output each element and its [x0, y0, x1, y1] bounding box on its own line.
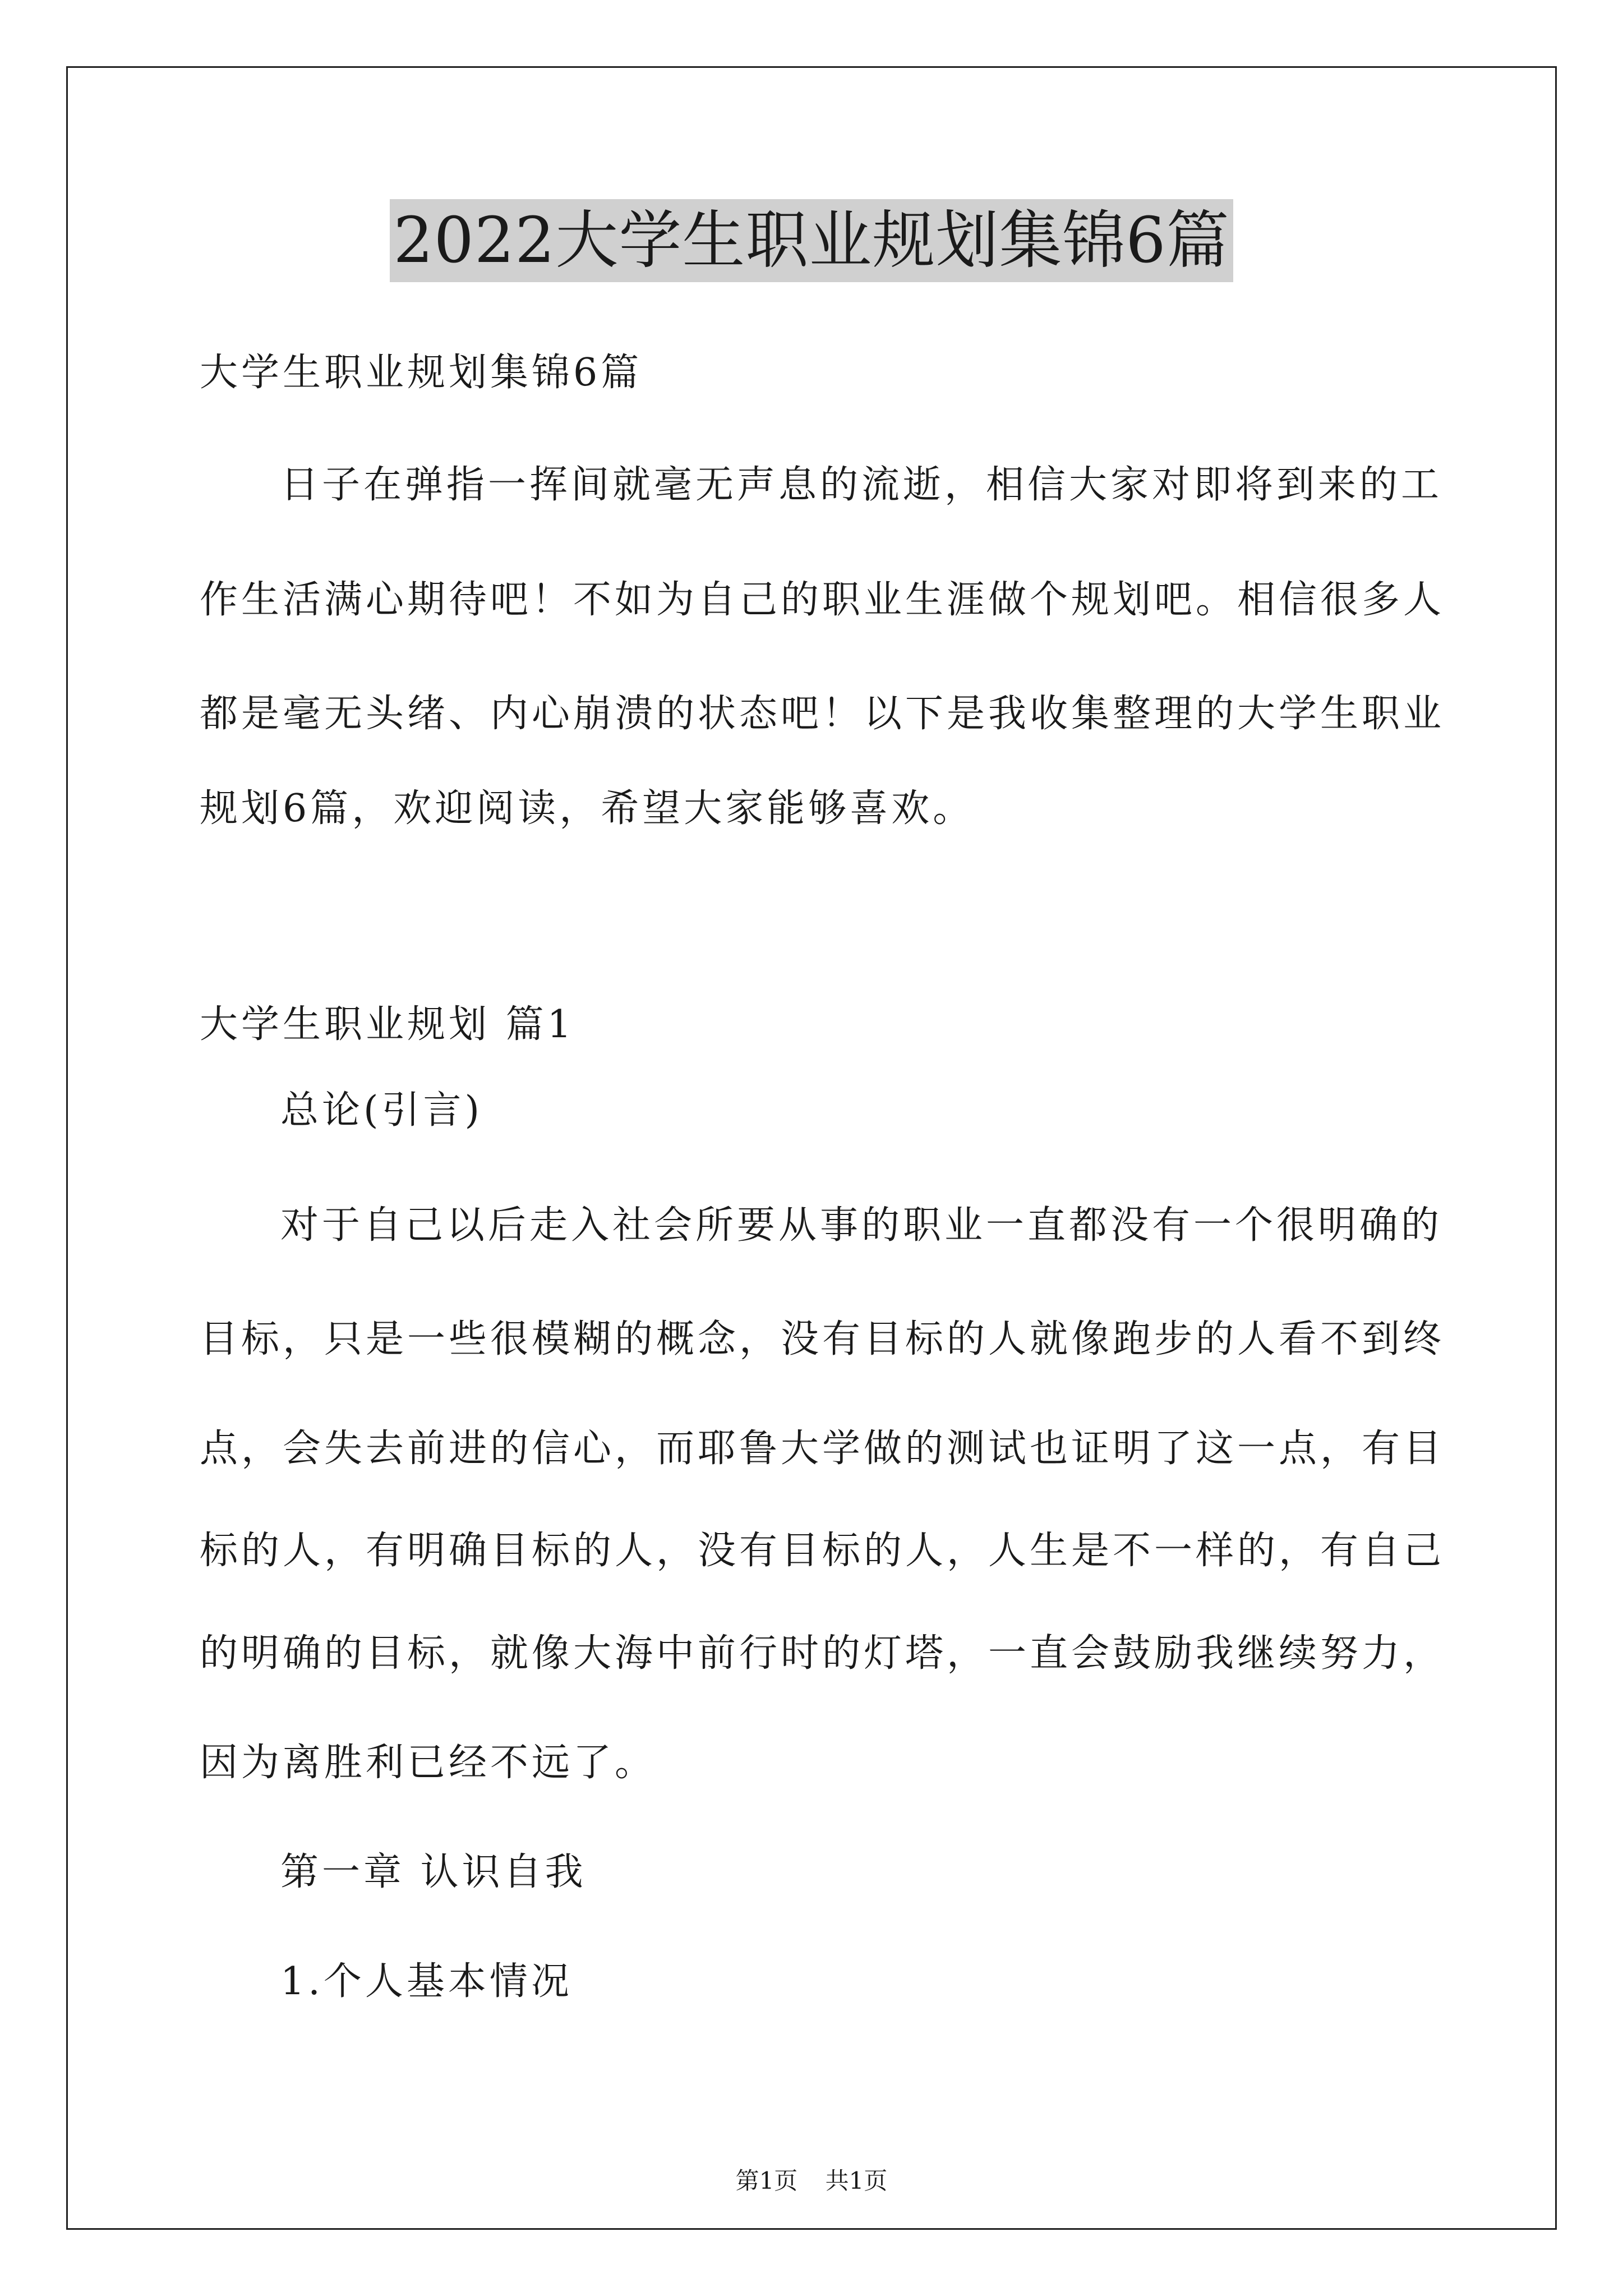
section-subheading: 总论(引言): [280, 1088, 483, 1133]
page-number-current: 第1页: [735, 2167, 798, 2194]
page-number-total: 共1页: [825, 2167, 888, 2194]
paragraph-line: 目标，只是一些很模糊的概念，没有目标的人就像跑步的人看不到终: [200, 1317, 1445, 1361]
paragraph-line: 都是毫无头绪、内心崩溃的状态吧！以下是我收集整理的大学生职业: [200, 692, 1445, 736]
paragraph-line: 标的人，有明确目标的人，没有目标的人，人生是不一样的，有自己: [200, 1529, 1445, 1573]
paragraph-line: 规划6篇，欢迎阅读，希望大家能够喜欢。: [200, 786, 975, 831]
page-footer: [0, 2165, 1623, 2197]
subtitle-line: 大学生职业规划集锦6篇: [200, 351, 643, 395]
paragraph-line: 的明确的目标，就像大海中前行时的灯塔，一直会鼓励我继续努力，: [200, 1631, 1445, 1676]
chapter-heading: 第一章 认识自我: [280, 1850, 587, 1894]
paragraph-line: 因为离胜利已经不远了。: [200, 1741, 657, 1785]
paragraph-line: 对于自己以后走入社会所要从事的职业一直都没有一个很明确的: [280, 1203, 1443, 1248]
paragraph-line: 点，会失去前进的信心，而耶鲁大学做的测试也证明了这一点，有目: [200, 1427, 1445, 1471]
document-title: 2022大学生职业规划集锦6篇: [390, 199, 1233, 282]
subsection-heading: 1.个人基本情况: [280, 1959, 573, 2004]
paragraph-line: 作生活满心期待吧！不如为自己的职业生涯做个规划吧。相信很多人: [200, 578, 1445, 622]
section-heading: 大学生职业规划 篇1: [200, 1002, 575, 1047]
paragraph-line: 日子在弹指一挥间就毫无声息的流逝，相信大家对即将到来的工: [280, 463, 1443, 507]
title-container: [0, 199, 1623, 282]
